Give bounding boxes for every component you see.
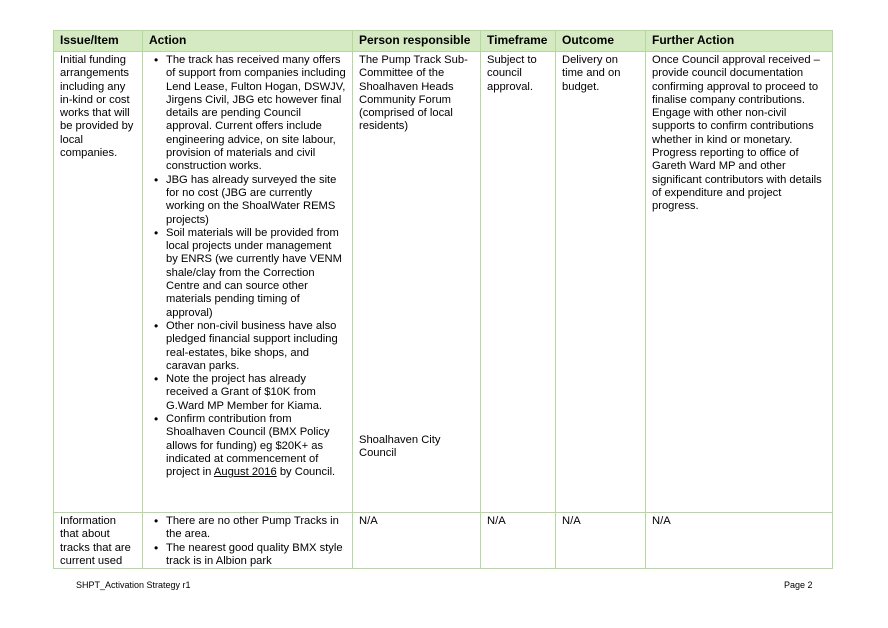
header-person-responsible: Person responsible <box>353 31 481 52</box>
action-item: • There are no other Pump Tracks in the area. <box>166 515 346 542</box>
further-action-cell: N/A <box>646 513 833 569</box>
header-issue-item: Issue/Item <box>54 31 143 52</box>
person-responsible-text: The Pump Track Sub-Committee of the Shoalhaven Heads Community Forum (comprised of local residents) <box>359 54 468 133</box>
action-cell <box>143 513 353 569</box>
action-cell <box>143 52 353 513</box>
table-header-row <box>54 31 833 52</box>
action-item: • Soil materials will be provided from local projects under management by ENRS (we currently have VENM shale/clay from the Correction Centre and can source other materials pending timing of approval) <box>166 227 346 320</box>
header-further-action: Further Action <box>646 31 833 52</box>
action-text: Confirm contribution from Shoalhaven Council (BMX Policy allows for funding) eg $20K+ as indicated at commencement of project in <box>166 413 330 479</box>
issue-cell: Initial funding arrangements including any in-kind or cost works that will be provided by local companies. <box>54 52 143 513</box>
person-responsible-cell <box>353 52 481 513</box>
footer-page-number: Page 2 <box>784 580 813 590</box>
action-item: • The nearest good quality BMX style track is in Albion park <box>166 542 346 569</box>
activation-strategy-table <box>53 30 833 569</box>
person-responsible-text-council: Shoalhaven City Council <box>359 433 441 460</box>
issue-cell: Information that about tracks that are current used <box>54 513 143 569</box>
action-item: • JBG has already surveyed the site for no cost (JBG are currently working on the ShoalWater REMS projects) <box>166 174 346 227</box>
further-action-cell: Once Council approval received – provide council documentation confirming approval to proceed to finalise company contributions. Engage with other non-civil supports to confirm contributions whether in kind or monetary. Progress reporting to office of Gareth Ward MP and other significant contributors with details of expenditure and project progress. <box>646 52 833 513</box>
timeframe-cell: N/A <box>481 513 556 569</box>
action-item <box>166 413 346 479</box>
header-timeframe: Timeframe <box>481 31 556 52</box>
action-item: • Note the project has already received a Grant of $10K from G.Ward MP Member for Kiama. <box>166 373 346 413</box>
action-list <box>149 54 346 480</box>
action-list <box>149 515 346 568</box>
underlined-date: August 2016 <box>213 466 277 479</box>
header-action: Action <box>143 31 353 52</box>
outcome-cell: N/A <box>556 513 646 569</box>
table-row <box>54 513 833 569</box>
person-responsible-cell: N/A <box>353 513 481 569</box>
header-outcome: Outcome <box>556 31 646 52</box>
footer-document-id: SHPT_Activation Strategy r1 <box>76 580 191 590</box>
table-row <box>54 52 833 513</box>
outcome-cell: Delivery on time and on budget. <box>556 52 646 513</box>
action-item: • Other non-civil business have also pledged financial support including real-estates, bike shops, and caravan parks. <box>166 320 346 373</box>
action-item: • The track has received many offers of support from companies including Lend Lease, Fulton Hogan, DSWJV, Jirgens Civil, JBG etc however final details are pending Council approval. Current offers include engineering advice, on site labour, provision of materials and civil construction works. <box>166 54 346 174</box>
action-text: by Council. <box>276 466 336 479</box>
timeframe-cell: Subject to council approval. <box>481 52 556 513</box>
